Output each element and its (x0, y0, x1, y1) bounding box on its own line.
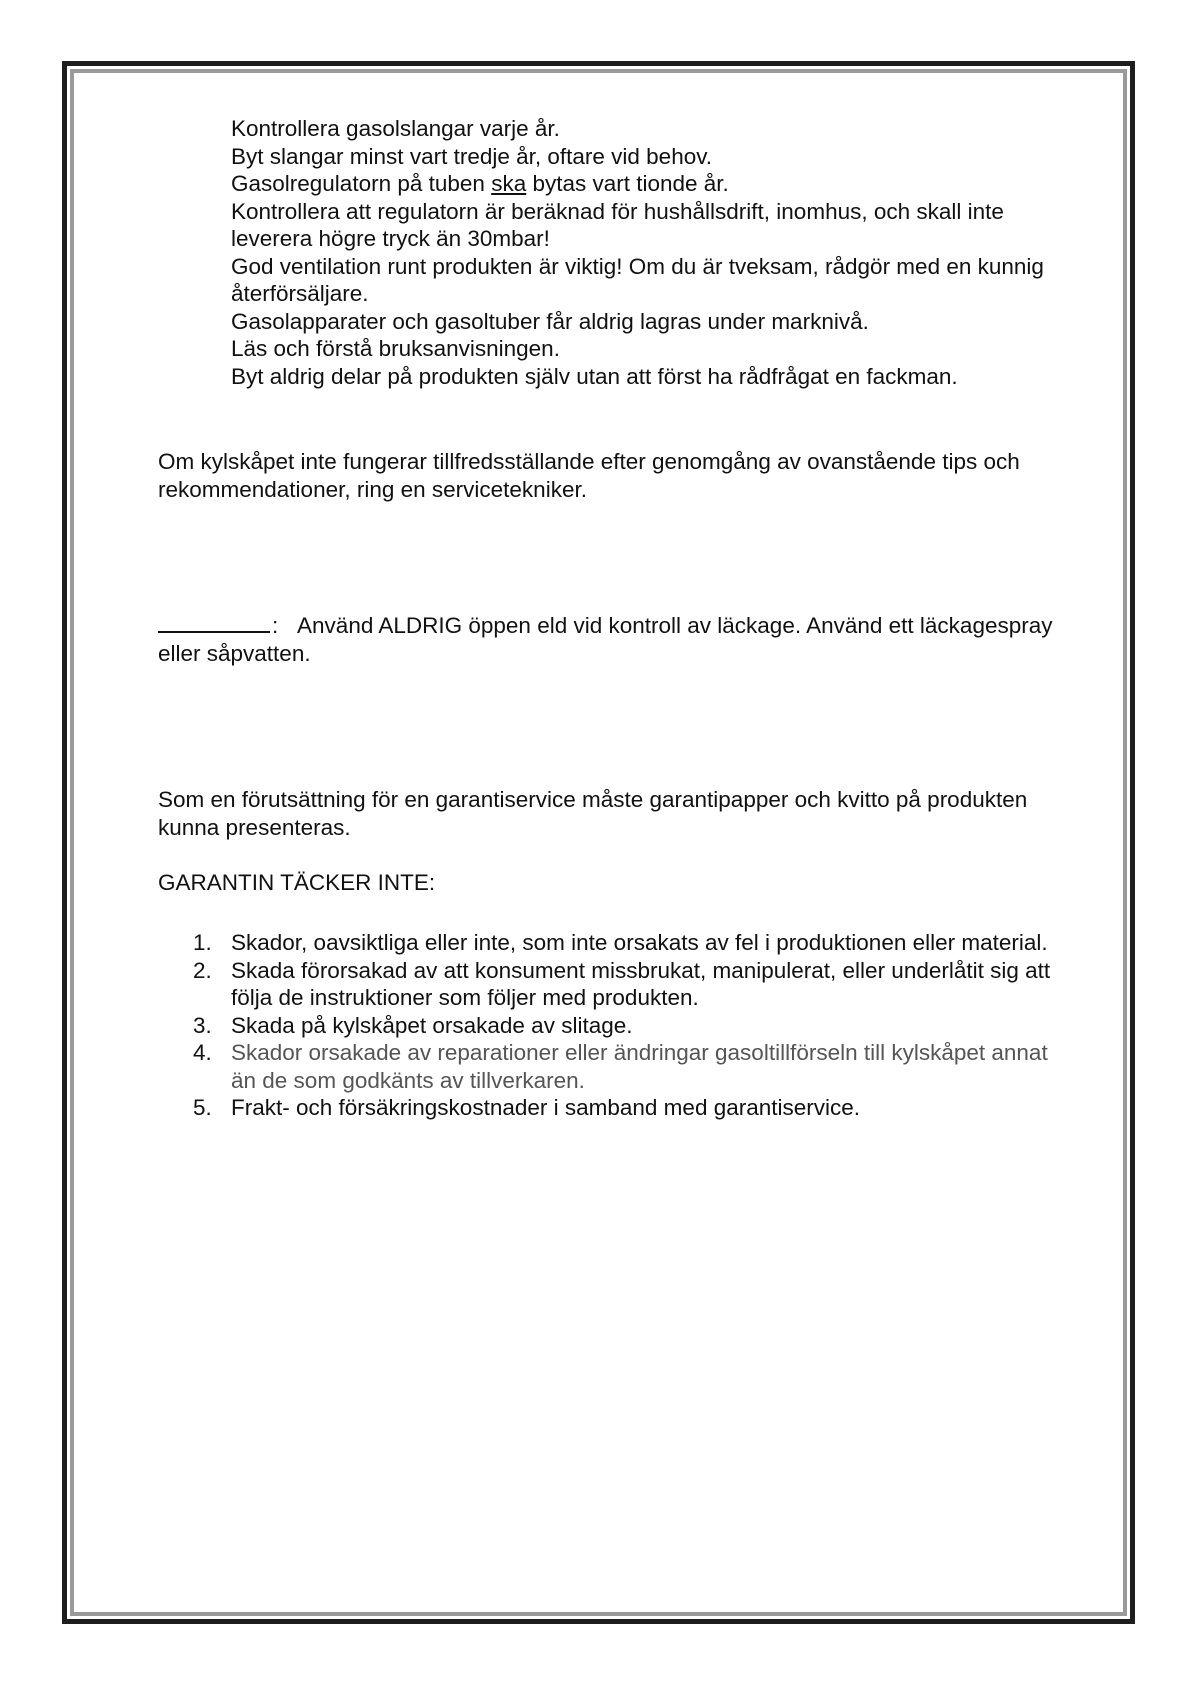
guarantee-note: Som en förutsättning för en garantiservice måste garantipapper och kvitto på produkten kunna presenteras. (158, 787, 1028, 840)
list-item: 3. Skada på kylskåpet orsakade av slitage. (193, 1012, 633, 1038)
tip-line: Gasolapparater och gasoltuber får aldrig lagras under marknivå. (231, 308, 869, 334)
service-note: Om kylskåpet inte fungerar tillfredsställande efter genomgång av ovanstående tips och rekommendationer, ring en servicetekniker. (158, 449, 1020, 502)
guarantee-heading: GARANTIN TÄCKER INTE: (158, 870, 436, 895)
safety-tips (231, 115, 1061, 390)
tip-line: Byt aldrig delar på produkten själv utan att först ha rådfrågat en fackman. (231, 363, 958, 389)
tip-line: Läs och förstå bruksanvisningen. (231, 336, 560, 361)
list-item: 2. Skada förorsakad av att konsument missbrukat, manipulerat, eller underlåtit sig att följa de instruktioner som följer med produkten. (193, 957, 1051, 1010)
tip-line: Kontrollera gasolslangar varje år. (231, 116, 560, 141)
tip-line: God ventilation runt produkten är viktig! Om du är tveksam, rådgör med en kunnig återförsäljare. (231, 253, 1044, 306)
list-item: 4. Skador orsakade av reparationer eller ändringar gasoltillförseln till kylskåpet annat än de som godkänts av tillverkaren. (193, 1040, 1048, 1093)
list-item: 1. Skador, oavsiktliga eller inte, som inte orsakats av fel i produktionen eller material. (193, 930, 1048, 955)
list-item: 5. Frakt- och försäkringskostnader i samband med garantiservice. (193, 1095, 861, 1120)
underlined-word: ska (491, 171, 527, 196)
tip-line: Gasolregulatorn på tuben ska bytas vart tionde år. (231, 171, 729, 196)
warning-colon: : (272, 613, 279, 638)
warning-text: Använd ALDRIG öppen eld vid kontroll av läckage. Använd ett läckagespray eller såpvatten. (158, 613, 1053, 666)
tip-line: Kontrollera att regulatorn är beräknad för hushållsdrift, inomhus, och skall inte leverera högre tryck än 30mbar! (231, 198, 1004, 251)
tip-line: Byt slangar minst vart tredje år, oftare vid behov. (231, 143, 713, 169)
warning-label-blank (158, 613, 270, 633)
exclusions-list (158, 929, 1058, 1122)
warning-paragraph (158, 612, 1058, 667)
